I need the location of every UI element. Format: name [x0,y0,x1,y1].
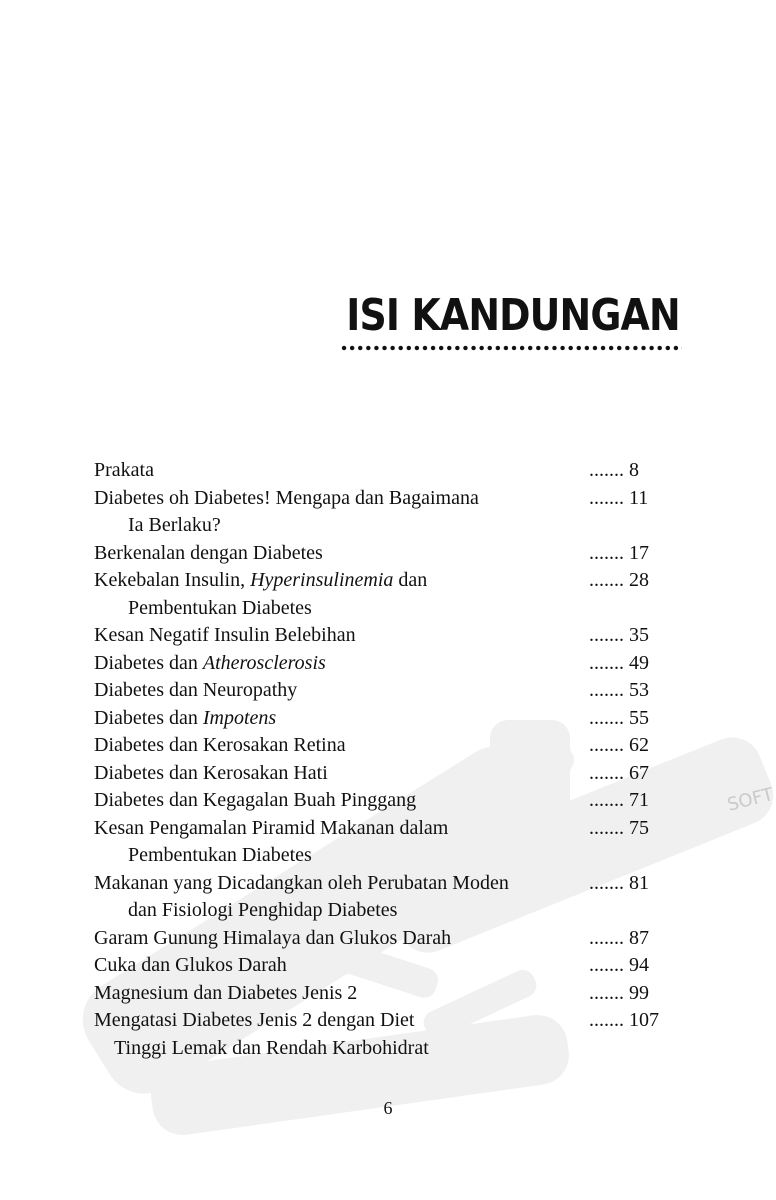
toc-entry-page: ....... 35 [589,624,649,646]
toc-entry-page: ....... 53 [589,679,649,701]
toc-entry-page: ....... 94 [589,954,649,976]
toc-entry-title-continued: dan Fisiologi Penghidap Diabetes [128,899,398,921]
toc-entry-page: ....... 62 [589,734,649,756]
toc-entry-title: Kesan Negatif Insulin Belebihan [94,624,356,646]
toc-entry-title: Diabetes oh Diabetes! Mengapa dan Bagaimana [94,486,479,509]
toc-entry-title: Mengatasi Diabetes Jenis 2 dengan Diet [94,1009,415,1031]
toc-entry [94,485,694,540]
toc-entry [94,980,694,1008]
table-of-contents [94,457,694,1062]
toc-entry-title-continued: Ia Berlaku? [128,514,221,536]
toc-entry-page: ....... 67 [589,761,649,784]
toc-entry-title: Kekebalan Insulin, Hyperinsulinemia dan [94,569,428,591]
toc-entry-title: Diabetes dan Impotens [94,706,277,729]
toc-entry-page: ....... 107 [589,1009,659,1031]
toc-entry-page: ....... 49 [589,651,649,674]
toc-entry-page: ....... 81 [589,871,649,894]
toc-entry-page: ....... 11 [589,486,649,509]
toc-entry [94,650,694,678]
page-number: 6 [383,1098,393,1118]
toc-entry-page: ....... 28 [589,569,649,591]
toc-entry-title-continued: Tinggi Lemak dan Rendah Karbohidrat [114,1036,429,1059]
toc-entry-page: ....... 71 [589,789,649,811]
toc-entry-page: ....... 8 [589,459,639,481]
toc-entry [94,732,694,760]
toc-entry-title: Kesan Pengamalan Piramid Makanan dalam [94,816,449,839]
toc-entry [94,457,694,485]
toc-entry [94,705,694,733]
toc-entry-title: Magnesium dan Diabetes Jenis 2 [94,981,358,1004]
toc-entry [94,677,694,705]
toc-entry-title: Diabetes dan Kerosakan Hati [94,761,328,784]
toc-entry [94,787,694,815]
toc-entry-title: Berkenalan dengan Diabetes [94,541,323,564]
toc-entry-page: ....... 99 [589,981,649,1004]
toc-entry-page: ....... 87 [589,926,649,949]
toc-entry-title: Cuka dan Glukos Darah [94,954,287,976]
toc-entry-page: ....... 75 [589,816,649,839]
toc-entry [94,925,694,953]
toc-entry [94,567,694,622]
toc-entry [94,870,694,925]
toc-entry-page: ....... 17 [589,541,649,564]
toc-entry [94,1007,694,1062]
toc-entry [94,815,694,870]
toc-entry-title: Prakata [94,459,154,481]
toc-entry [94,540,694,568]
page-title: ISI KANDUNGAN [346,290,680,341]
toc-entry-page: ....... 55 [589,706,649,729]
title-dotted-underline [340,344,682,352]
toc-entry [94,952,694,980]
toc-entry-title: Diabetes dan Neuropathy [94,679,298,701]
toc-entry-title: Garam Gunung Himalaya dan Glukos Darah [94,926,452,949]
toc-entry-title: Makanan yang Dicadangkan oleh Perubatan Moden [94,871,509,894]
toc-entry [94,622,694,650]
toc-entry [94,760,694,788]
toc-entry-title: Diabetes dan Kegagalan Buah Pinggang [94,789,417,811]
toc-entry-title-continued: Pembentukan Diabetes [128,596,312,619]
toc-entry-title-continued: Pembentukan Diabetes [128,844,312,866]
watermark-label: SOFT [725,784,776,816]
toc-entry-title: Diabetes dan Kerosakan Retina [94,734,346,756]
toc-entry-title: Diabetes dan Atherosclerosis [94,651,326,674]
